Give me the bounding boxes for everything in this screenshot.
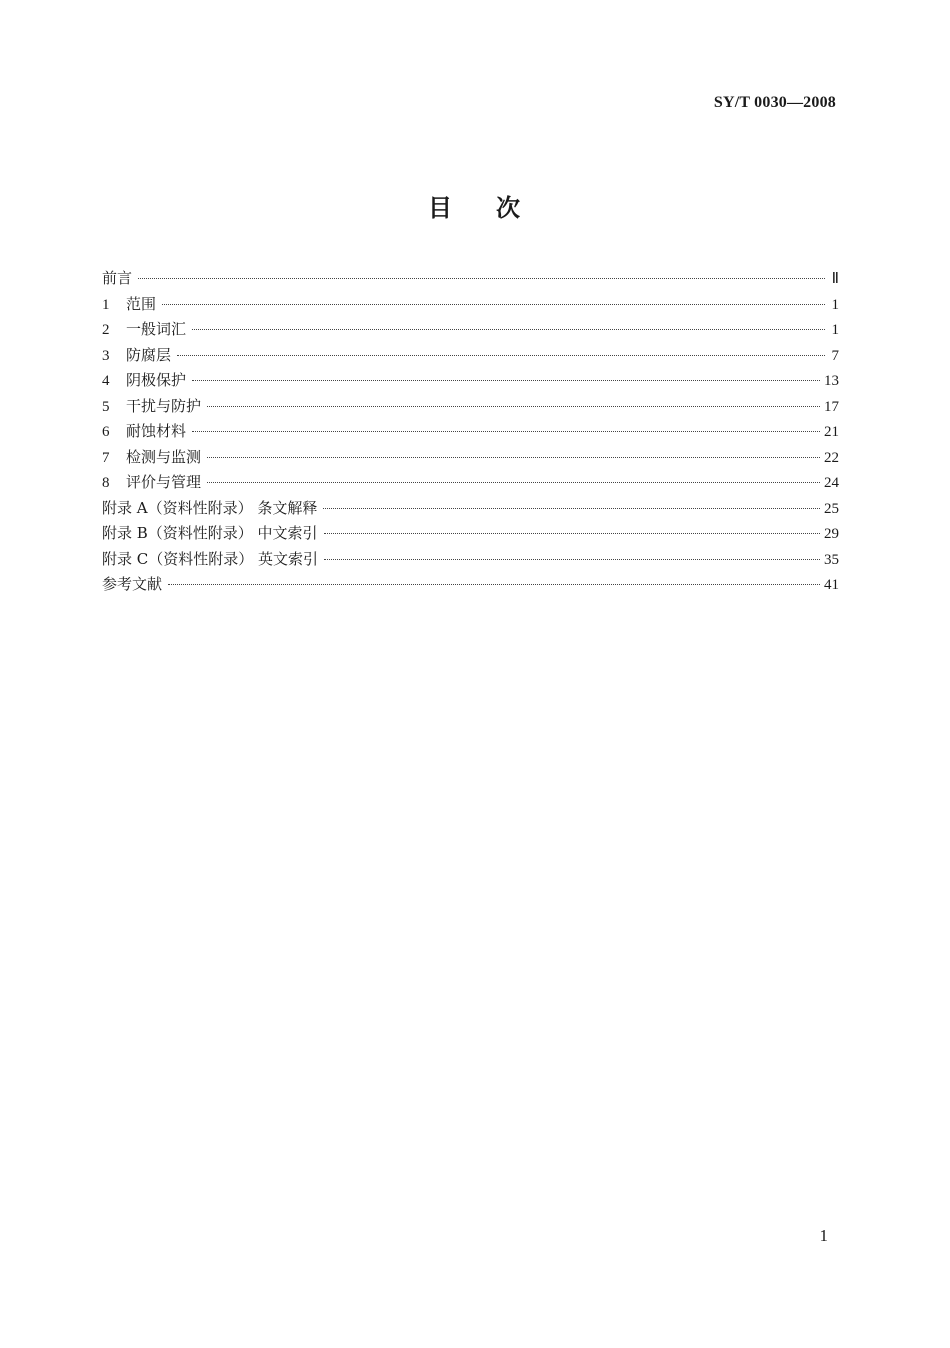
toc-entry-page: 13 <box>824 373 839 389</box>
toc-entry[interactable] <box>102 266 839 292</box>
toc-entry-label: 附录 A（资料性附录） 条文解释 <box>102 498 318 517</box>
title-char-2: 次 <box>496 194 522 222</box>
toc-entry-label: 阴极保护 <box>126 371 187 389</box>
toc-entry-page: 1 <box>831 296 839 313</box>
toc-entry[interactable] <box>102 470 839 496</box>
toc-entry-label: 干扰与防护 <box>126 396 202 415</box>
toc-leader-dots <box>192 380 820 381</box>
toc-entry-number: 2 <box>102 322 110 338</box>
toc-entry-page: 35 <box>824 551 839 568</box>
toc-entry-label: 评价与管理 <box>126 473 202 491</box>
toc-leader-dots <box>192 329 825 330</box>
toc-entry[interactable] <box>102 368 839 394</box>
toc-leader-dots <box>207 457 820 458</box>
toc-leader-dots <box>168 584 820 585</box>
toc-entry-label: 附录 B（资料性附录） 中文索引 <box>102 524 318 542</box>
toc-entry-label: 耐蚀材料 <box>126 422 187 440</box>
toc-leader-dots <box>324 559 820 560</box>
toc-entry-number: 7 <box>102 449 110 466</box>
page-title <box>0 188 950 223</box>
toc-leader-dots <box>138 278 825 279</box>
toc-entry-number: 6 <box>102 424 110 440</box>
toc-entry[interactable] <box>102 394 839 420</box>
toc-entry-page: 7 <box>831 347 839 364</box>
toc-leader-dots <box>207 406 820 407</box>
toc-entry-number: 8 <box>102 475 110 491</box>
toc-entry-number: 5 <box>102 398 110 415</box>
toc-entry-number: 4 <box>102 373 110 389</box>
page-number: 1 <box>819 1226 828 1245</box>
toc-entry-label: 前言 <box>102 269 133 287</box>
toc-entry-label: 防腐层 <box>126 345 172 364</box>
toc-entry-label: 一般词汇 <box>126 320 187 338</box>
toc-leader-dots <box>177 355 825 356</box>
toc-leader-dots <box>324 533 820 534</box>
toc-entry[interactable] <box>102 547 839 573</box>
toc-entry-page: Ⅱ <box>831 271 839 287</box>
toc-entry-page: 22 <box>824 449 839 466</box>
toc-entry-page: 1 <box>831 322 839 338</box>
toc-entry-page: 21 <box>824 424 839 440</box>
table-of-contents <box>102 266 839 598</box>
toc-entry[interactable] <box>102 496 839 522</box>
toc-entry[interactable] <box>102 292 839 318</box>
toc-leader-dots <box>162 304 825 305</box>
toc-entry-label: 检测与监测 <box>126 447 202 466</box>
toc-entry[interactable] <box>102 419 839 445</box>
toc-entry-number: 3 <box>102 347 110 364</box>
toc-entry-label: 参考文献 <box>102 575 163 593</box>
toc-entry-page: 24 <box>824 475 839 491</box>
toc-entry[interactable] <box>102 572 839 598</box>
toc-entry[interactable] <box>102 343 839 369</box>
toc-leader-dots <box>207 482 820 483</box>
toc-entry[interactable] <box>102 521 839 547</box>
toc-entry-page: 17 <box>824 398 839 415</box>
toc-entry-page: 29 <box>824 526 839 542</box>
toc-entry-page: 25 <box>824 500 839 517</box>
toc-entry-page: 41 <box>824 577 839 593</box>
toc-entry-label: 附录 C（资料性附录） 英文索引 <box>102 549 319 568</box>
toc-entry[interactable] <box>102 445 839 471</box>
title-char-1: 目 <box>428 194 454 222</box>
document-code: SY/T 0030—2008 <box>713 94 836 111</box>
toc-entry[interactable] <box>102 317 839 343</box>
toc-leader-dots <box>323 508 820 509</box>
toc-entry-label: 范围 <box>126 294 157 313</box>
toc-leader-dots <box>192 431 820 432</box>
toc-entry-number: 1 <box>102 296 110 313</box>
